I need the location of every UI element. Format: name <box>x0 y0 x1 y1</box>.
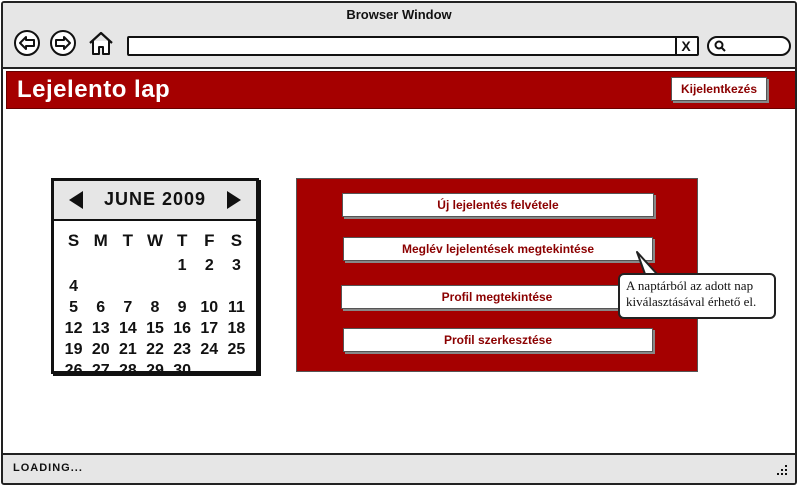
calendar-empty-cell <box>196 361 223 381</box>
search-input[interactable] <box>731 39 789 55</box>
calendar-day[interactable]: 29 <box>146 362 164 379</box>
calendar-day[interactable]: 20 <box>91 341 110 358</box>
calendar-day[interactable]: 13 <box>91 320 110 337</box>
calendar-day[interactable]: 30 <box>173 362 192 379</box>
resize-grip-icon[interactable] <box>777 465 789 477</box>
previous-month-icon[interactable] <box>66 189 88 211</box>
calendar-day[interactable]: 17 <box>200 320 219 337</box>
calendar-grid <box>60 227 250 381</box>
address-bar[interactable] <box>127 36 699 56</box>
browser-titlebar <box>3 3 795 69</box>
status-text: LOADING... <box>13 462 83 474</box>
calendar <box>51 178 259 379</box>
home-button[interactable] <box>87 29 115 57</box>
forward-arrow-icon <box>49 29 77 57</box>
calendar-day[interactable]: 2 <box>204 257 214 274</box>
calendar-header <box>54 181 256 221</box>
logout-button[interactable]: Kijelentkezés <box>671 77 767 101</box>
calendar-day[interactable]: 5 <box>69 299 79 316</box>
window-title: Browser Window <box>346 7 452 22</box>
calendar-day[interactable]: 21 <box>118 341 137 358</box>
calendar-day[interactable]: 12 <box>64 320 83 337</box>
calendar-day[interactable]: 4 <box>69 278 79 295</box>
calendar-day[interactable]: 28 <box>118 362 137 379</box>
calendar-month-label: JUNE 2009 <box>103 189 207 209</box>
calendar-day[interactable]: 18 <box>227 320 246 337</box>
calendar-day[interactable]: 16 <box>173 320 192 337</box>
calendar-empty-cell <box>87 277 114 297</box>
calendar-empty-cell <box>141 277 168 297</box>
calendar-day[interactable]: 1 <box>177 257 187 274</box>
calendar-empty-cell <box>60 256 87 276</box>
calendar-empty-cell <box>223 361 250 381</box>
page-title: Lejelento lap <box>17 76 171 103</box>
search-icon <box>714 40 726 52</box>
calendar-empty-cell <box>223 277 250 297</box>
clear-address-button[interactable] <box>675 38 695 54</box>
weekday-label: S <box>230 231 243 250</box>
forward-button[interactable] <box>49 29 77 57</box>
weekday-label: S <box>67 231 80 250</box>
view-profile-button[interactable]: Profil megtekintése <box>341 285 653 309</box>
calendar-empty-cell <box>114 256 141 276</box>
calendar-day[interactable]: 7 <box>123 299 133 316</box>
calendar-day[interactable]: 26 <box>64 362 83 379</box>
address-input[interactable] <box>131 39 675 55</box>
calendar-day[interactable]: 23 <box>173 341 192 358</box>
next-month-icon[interactable] <box>222 189 244 211</box>
calendar-day[interactable]: 11 <box>227 299 245 316</box>
calendar-empty-cell <box>114 277 141 297</box>
calendar-empty-cell <box>196 277 223 297</box>
tooltip <box>618 273 776 319</box>
clear-icon: X <box>681 38 691 54</box>
search-box[interactable] <box>707 36 791 56</box>
page-header <box>6 71 796 109</box>
calendar-day[interactable]: 10 <box>200 299 219 316</box>
calendar-empty-cell <box>169 277 196 297</box>
weekday-label: T <box>176 231 188 250</box>
calendar-day[interactable]: 24 <box>200 341 219 358</box>
status-bar <box>3 453 795 483</box>
calendar-empty-cell <box>141 256 168 276</box>
weekday-label: M <box>93 231 108 250</box>
home-icon <box>87 29 115 57</box>
new-report-button[interactable]: Új lejelentés felvétele <box>342 193 654 217</box>
calendar-day[interactable]: 6 <box>96 299 106 316</box>
calendar-day[interactable]: 8 <box>150 299 160 316</box>
back-button[interactable] <box>13 29 41 57</box>
calendar-day[interactable]: 15 <box>146 320 164 337</box>
calendar-day[interactable]: 22 <box>146 341 164 358</box>
calendar-day[interactable]: 14 <box>118 320 137 337</box>
weekday-label: F <box>204 231 215 250</box>
weekday-label: W <box>146 231 164 250</box>
calendar-day[interactable]: 9 <box>177 299 187 316</box>
calendar-day[interactable]: 27 <box>91 362 110 379</box>
weekday-label: T <box>122 231 134 250</box>
calendar-day[interactable]: 25 <box>227 341 246 358</box>
calendar-empty-cell <box>87 256 114 276</box>
view-reports-button[interactable]: Meglév lejelentések megtekintése <box>343 237 653 261</box>
calendar-day[interactable]: 19 <box>64 341 83 358</box>
calendar-day[interactable]: 3 <box>231 257 241 274</box>
back-arrow-icon <box>13 29 41 57</box>
edit-profile-button[interactable]: Profil szerkesztése <box>343 328 653 352</box>
tooltip-text: A naptárból az adott nap kiválasztásával érhető el. <box>626 278 757 309</box>
browser-window <box>1 1 797 485</box>
